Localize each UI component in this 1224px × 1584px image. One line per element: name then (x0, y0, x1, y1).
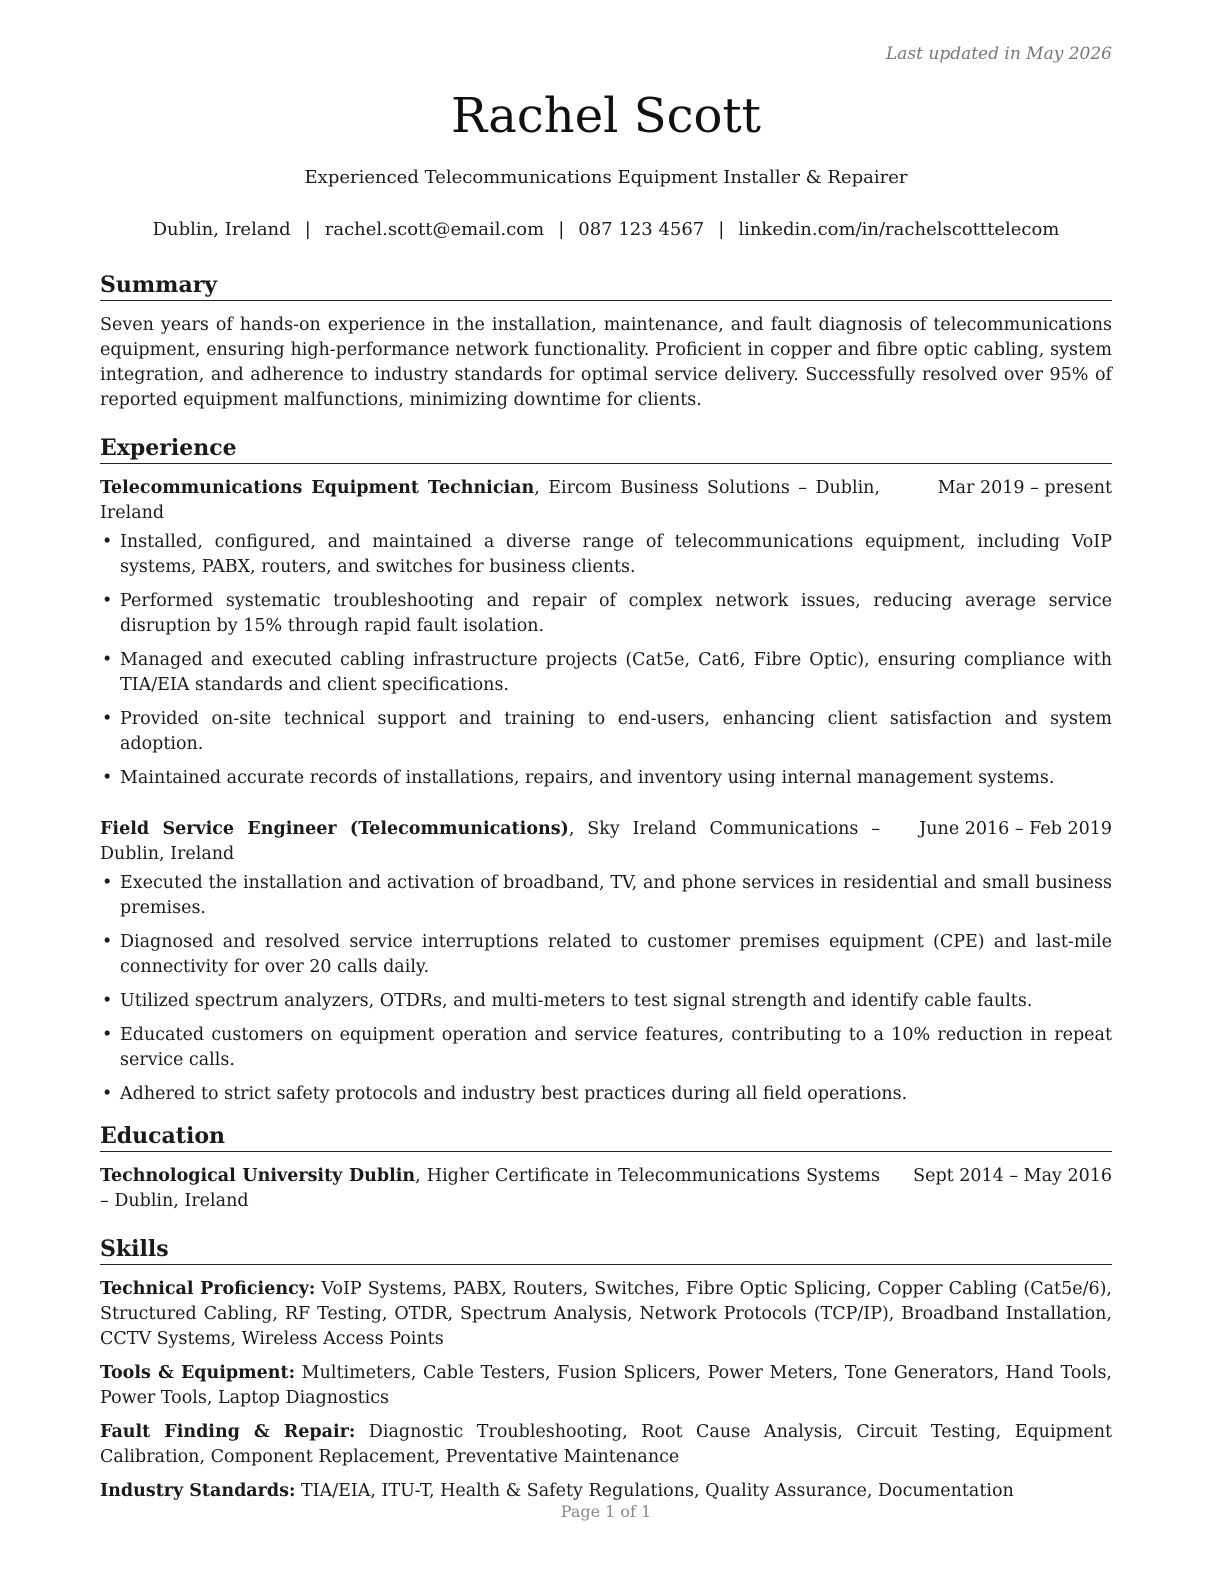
skill-label: Technical Proficiency: (100, 1279, 316, 1299)
skill-label: Tools & Equipment: (100, 1363, 296, 1383)
job-dates: June 2016 – Feb 2019 (919, 819, 1112, 839)
list-item: • Performed systematic troubleshooting and repair of complex network issues, reducing average service disruption by 15% through rapid fault isolation. (100, 589, 1112, 639)
job-entry (100, 817, 1112, 1107)
job-title-line (100, 817, 880, 867)
section-title-skills: Skills (100, 1234, 1112, 1265)
contact-separator: | (558, 219, 565, 240)
section-title-education: Education (100, 1121, 1112, 1152)
resume-body (100, 270, 1112, 1512)
education-degree: , Higher Certificate in Telecommunications Systems – Dublin, Ireland (100, 1166, 880, 1211)
skill-group (100, 1361, 1112, 1411)
education-entry (100, 1164, 1112, 1214)
skills-section (100, 1234, 1112, 1504)
skill-group (100, 1420, 1112, 1470)
skill-items: TIA/EIA, ITU-T, Health & Safety Regulations, Quality Assurance, Documentation (295, 1481, 1014, 1501)
list-item: • Educated customers on equipment operation and service features, contributing to a 10% reduction in repeat service calls. (100, 1023, 1112, 1073)
experience-section (100, 433, 1112, 1107)
page-number: Page 1 of 1 (560, 1502, 652, 1521)
job-entry (100, 476, 1112, 791)
job-header (100, 817, 1112, 867)
list-item: • Provided on-site technical support and training to end-users, enhancing client satisfaction and system adoption. (100, 707, 1112, 757)
job-title-line (100, 476, 880, 526)
section-title-summary: Summary (100, 270, 1112, 301)
job-bullets (100, 871, 1112, 1107)
skill-group (100, 1277, 1112, 1352)
list-item: • Utilized spectrum analyzers, OTDRs, and multi-meters to test signal strength and identify cable faults. (100, 989, 1112, 1014)
skill-items: Multimeters, Cable Testers, Fusion Splicers, Power Meters, Tone Generators, Hand Tools, Power Tools, Laptop Diagnostics (100, 1363, 1112, 1408)
education-header (100, 1164, 1112, 1214)
skill-group (100, 1479, 1112, 1504)
education-line (100, 1164, 880, 1214)
list-item: • Diagnosed and resolved service interruptions related to customer premises equipment (CPE) and last-mile connectivity for over 20 calls daily. (100, 930, 1112, 980)
education-section (100, 1121, 1112, 1214)
contact-linkedin[interactable]: linkedin.com/in/rachelscotttelecom (738, 219, 1060, 240)
job-header (100, 476, 1112, 526)
job-role: Field Service Engineer (Telecommunications) (100, 819, 569, 839)
summary-text: Seven years of hands-on experience in the installation, maintenance, and fault diagnosis of telecommunications equipment, ensuring high-performance network functionality. Proficient in copper and fibre optic cabling, system integration, and adherence to industry standards for optimal service delivery. Successfully resolved over 95% of reported equipment malfunctions, minimizing downtime for clients. (100, 315, 1112, 410)
resume-page (100, 0, 1112, 1584)
skill-label: Fault Finding & Repair: (100, 1422, 356, 1442)
education-school: Technological University Dublin (100, 1166, 416, 1186)
contact-phone: 087 123 4567 (578, 219, 705, 240)
contact-location: Dublin, Ireland (152, 219, 291, 240)
contact-line (100, 219, 1112, 240)
section-title-experience: Experience (100, 433, 1112, 464)
job-dates: Mar 2019 – present (937, 478, 1112, 498)
skill-items: Diagnostic Troubleshooting, Root Cause Analysis, Circuit Testing, Equipment Calibration, Component Replacement, Preventative Maintenance (100, 1422, 1112, 1467)
summary-section (100, 270, 1112, 413)
candidate-name: Rachel Scott (451, 88, 761, 144)
contact-separator: | (718, 219, 725, 240)
skill-items: VoIP Systems, PABX, Routers, Switches, Fibre Optic Splicing, Copper Cabling (Cat5e/6), Structured Cabling, RF Testing, OTDR, Spectrum Analysis, Network Protocols (TCP/IP), Broadband Installation, CCTV Systems, Wireless Access Points (100, 1279, 1112, 1349)
job-company: , Sky Ireland Communications – Dublin, Ireland (100, 819, 880, 864)
job-bullets (100, 530, 1112, 791)
contact-separator: | (304, 219, 311, 240)
list-item: • Adhered to strict safety protocols and industry best practices during all field operations. (100, 1082, 1112, 1107)
list-item: • Executed the installation and activation of broadband, TV, and phone services in residential and small business premises. (100, 871, 1112, 921)
list-item: • Installed, configured, and maintained a diverse range of telecommunications equipment, including VoIP systems, PABX, routers, and switches for business clients. (100, 530, 1112, 580)
skill-label: Industry Standards: (100, 1481, 296, 1501)
contact-email[interactable]: rachel.scott@email.com (324, 219, 545, 240)
last-updated-note: Last updated in May 2026 (885, 44, 1112, 64)
education-dates: Sept 2014 – May 2016 (913, 1166, 1112, 1186)
job-company: , Eircom Business Solutions – Dublin, Ireland (100, 478, 880, 523)
list-item: • Managed and executed cabling infrastructure projects (Cat5e, Cat6, Fibre Optic), ensuring compliance with TIA/EIA standards and client specifications. (100, 648, 1112, 698)
job-role: Telecommunications Equipment Technician (100, 478, 535, 498)
candidate-headline: Experienced Telecommunications Equipment Installer & Repairer (304, 167, 908, 188)
list-item: • Maintained accurate records of installations, repairs, and inventory using internal management systems. (100, 766, 1112, 791)
